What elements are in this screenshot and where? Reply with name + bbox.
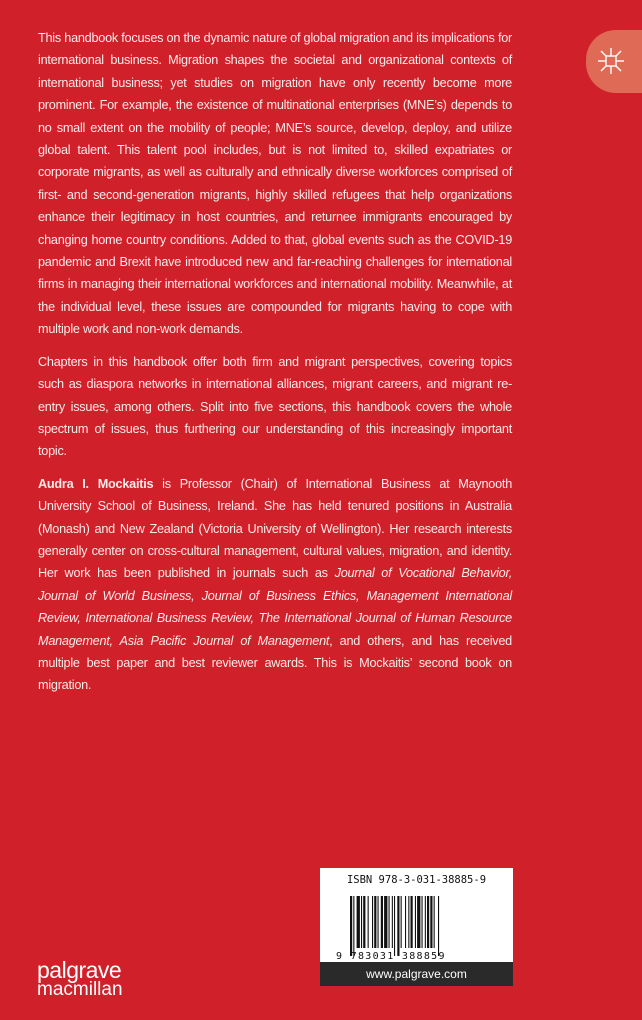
barcode-bar xyxy=(408,896,409,948)
publisher-url: www.palgrave.com xyxy=(320,962,513,986)
isbn-barcode-box xyxy=(320,868,513,986)
barcode-bar xyxy=(397,896,399,956)
springer-logo-tab xyxy=(586,30,642,93)
barcode-bar xyxy=(384,896,387,948)
author-name: Audra I. Mockaitis xyxy=(38,476,154,491)
barcode-digits: 9 783031 388859 xyxy=(336,951,446,962)
publisher-logo xyxy=(37,957,123,1000)
palgrave-star-icon xyxy=(596,46,626,76)
barcode-bar xyxy=(405,896,406,948)
barcode-bar xyxy=(425,896,426,948)
publisher-name-2: macmillan xyxy=(37,979,123,1000)
barcode-bar xyxy=(392,896,393,948)
barcode-bar xyxy=(363,896,365,948)
publisher-name-1: palgrave xyxy=(37,957,122,983)
barcode xyxy=(350,896,486,956)
author-bio xyxy=(38,473,512,697)
barcode-bar xyxy=(357,896,360,948)
barcode-bar xyxy=(361,896,362,948)
bio-text-end: , and others, and has received multiple best paper and best reviewer awards. This is Mockaitis’ second book on migration. xyxy=(38,633,512,693)
description-paragraph-1: This handbook focuses on the dynamic nature of global migration and its implications for international business. Migration shapes the societal and organizational contexts of international business; yet studies on migration have only recently become more prominent. For example, the existence of multinational enterprises (MNE’s) depends to no small extent on the mobility of people; MNE’s source, develop, deploy, and utilize global talent. This talent pool includes, but is not limited to, skilled expatriates or corporate migrants, as well as culturally and ethnically diverse workforces comprised of first- and second-generation migrants, highly skilled refugees that help organizations enhance their legitimacy in host countries, and returnee immigrants encouraged by changing home country conditions. Added to that, global events such as the COVID-19 pandemic and Brexit have introduced new and far-reaching challenges for international firms in managing their international workforces and international mobility. Meanwhile, at the individual level, these issues are compounded for migrants having to cope with multiple work and non-work demands. xyxy=(38,31,512,337)
barcode-bar xyxy=(411,896,413,948)
barcode-bar xyxy=(350,896,352,956)
barcode-bar xyxy=(434,896,435,948)
barcode-bar xyxy=(427,896,429,948)
barcode-bar xyxy=(368,896,369,948)
barcode-bar xyxy=(372,896,373,948)
barcode-bar xyxy=(374,896,376,948)
back-cover-text xyxy=(38,27,512,707)
barcode-bar xyxy=(438,896,439,956)
barcode-bar xyxy=(381,896,383,948)
barcode-bar xyxy=(378,896,379,948)
barcode-bar xyxy=(422,896,423,948)
isbn-label: ISBN 978-3-031-38885-9 xyxy=(346,874,487,886)
bio-text: is Professor (Chair) of International Business at Maynooth University School of Business, Ireland. She has held tenured positions in Australia (Monash) and New Zealand (Victoria University of Wellington). Her research interests generally center on cross-cultural management, cultural values, migration, and identity. Her work has been published in journals such as xyxy=(38,476,513,581)
description-paragraph-2: Chapters in this handbook offer both firm and migrant perspectives, covering topics such as diaspora networks in international alliances, migrant careers, and migrant re-entry issues, among others. Split into five sections, this handbook covers the whole spectrum of issues, thus furthering our understanding of this increasingly important topic. xyxy=(38,354,512,459)
barcode-bar xyxy=(353,896,354,956)
barcode-bar xyxy=(415,896,416,948)
barcode-bar xyxy=(389,896,390,948)
barcode-bar xyxy=(430,896,432,948)
barcode-bar xyxy=(394,896,395,956)
barcode-bar xyxy=(401,896,402,948)
journal-list: Journal of Vocational Behavior, Journal of World Business, Journal of Business Ethics, Management International Review, International Business Review, The International Journal of Human Resource Management, Asia Pacific Journal of Management xyxy=(38,566,512,648)
barcode-bar xyxy=(417,896,420,948)
